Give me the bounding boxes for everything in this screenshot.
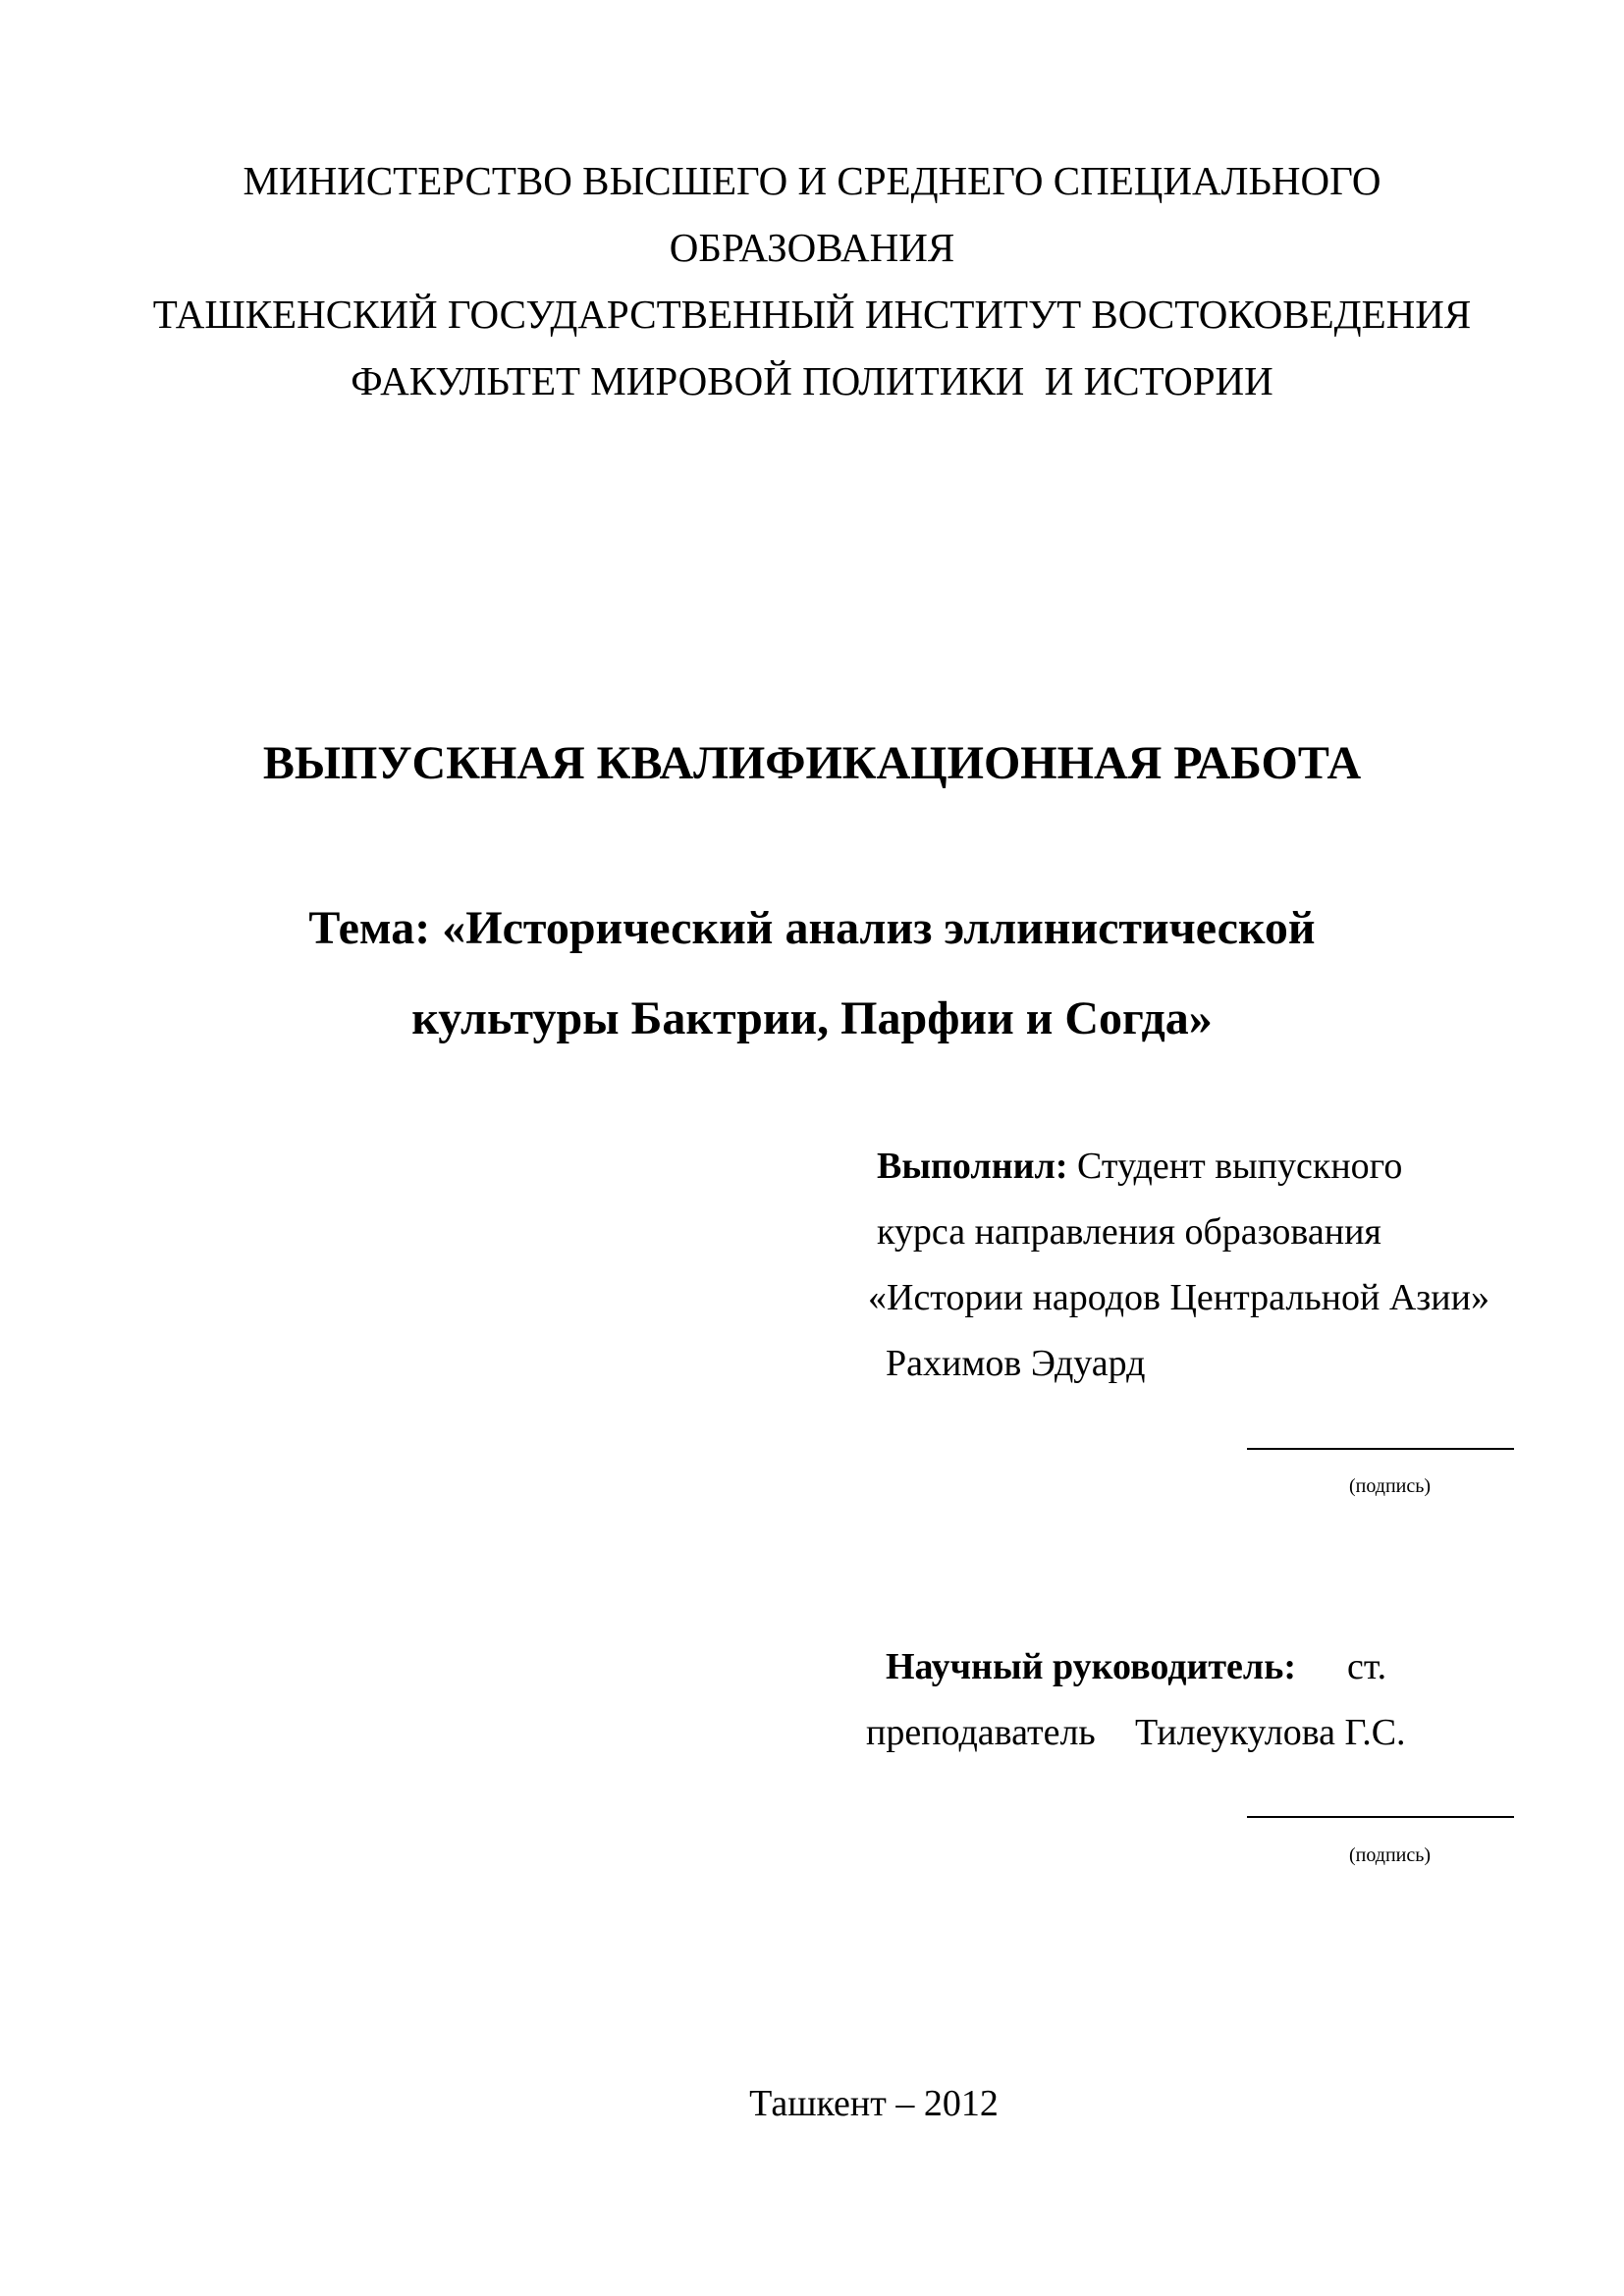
ministry-line-2: ОБРАЗОВАНИЯ xyxy=(669,225,955,270)
topic-line-1: Тема: «Исторический анализ эллинистической xyxy=(308,902,1316,954)
work-title: ВЫПУСКНАЯ КВАЛИФИКАЦИОННАЯ РАБОТА xyxy=(262,737,1362,789)
supervisor-signature-line xyxy=(1247,1816,1514,1818)
ministry-line-1: МИНИСТЕРСТВО ВЫСШЕГО И СРЕДНЕГО СПЕЦИАЛЬНОГО xyxy=(243,158,1381,203)
city-year: Ташкент – 2012 xyxy=(749,2083,999,2124)
supervisor-label: Научный руководитель: xyxy=(886,1646,1296,1687)
author-label: Выполнил: xyxy=(877,1146,1068,1187)
author-signature-hint: (подпись) xyxy=(1349,1475,1432,1497)
author-name: Рахимов Эдуард xyxy=(886,1343,1146,1384)
faculty-name: ФАКУЛЬТЕТ МИРОВОЙ ПОЛИТИКИ И ИСТОРИИ xyxy=(351,358,1273,403)
supervisor-rank: ст. xyxy=(1347,1646,1387,1687)
document-header xyxy=(0,147,1624,414)
institute-name: ТАШКЕНСКИЙ ГОСУДАРСТВЕННЫЙ ИНСТИТУТ ВОСТОКОВЕДЕНИЯ xyxy=(152,292,1472,337)
author-line-1 xyxy=(877,1142,1402,1191)
author-signature-line xyxy=(1247,1448,1514,1450)
work-topic xyxy=(0,883,1624,1064)
supervisor-signature-hint: (подпись) xyxy=(1349,1844,1432,1866)
supervisor-name: Тилеукулова Г.С. xyxy=(1135,1712,1406,1753)
author-line-2: курса направления образования xyxy=(877,1211,1381,1253)
author-role: Студент выпускного xyxy=(1067,1146,1403,1187)
supervisor-title: преподаватель xyxy=(866,1712,1096,1753)
author-line-3: «Истории народов Центральной Азии» xyxy=(868,1277,1489,1318)
topic-line-2: культуры Бактрии, Парфии и Согда» xyxy=(411,992,1213,1044)
